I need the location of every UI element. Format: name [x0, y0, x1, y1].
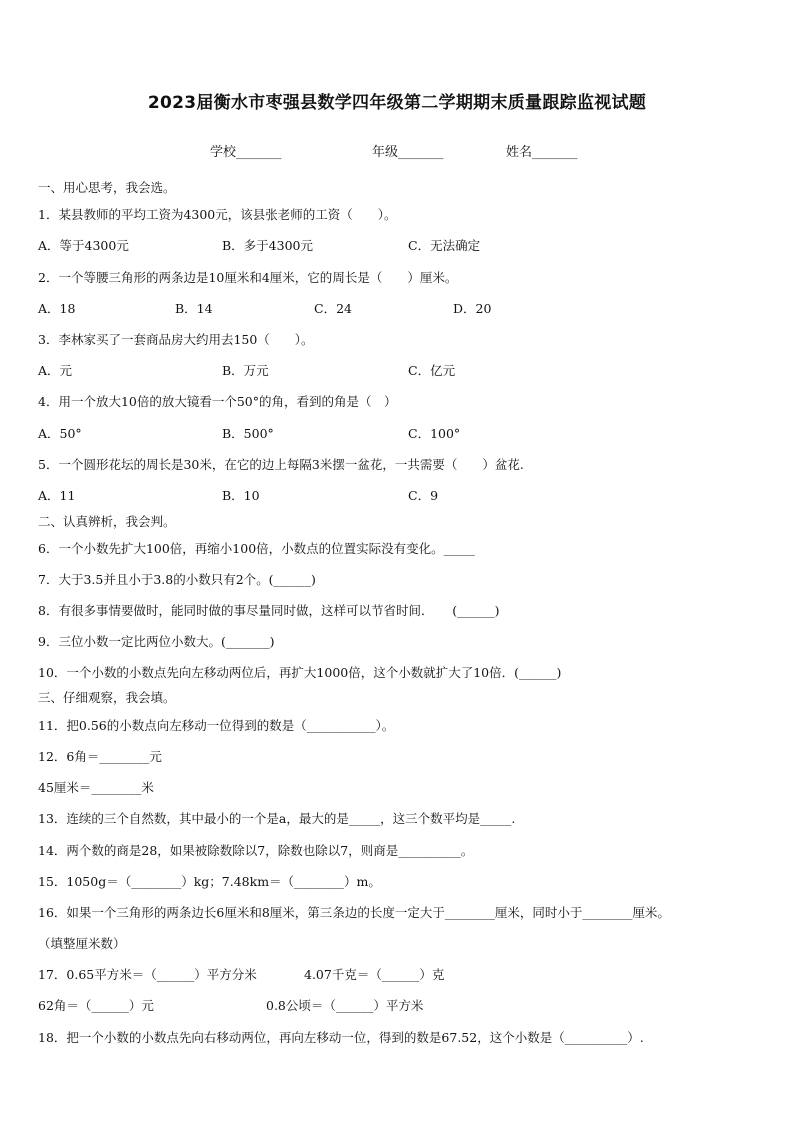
section-heading-3: 三、仔细观察，我会填。: [38, 690, 176, 705]
question-6: 6．一个小数先扩大100倍，再缩小100倍，小数点的位置实际没有变化。_____: [38, 541, 475, 556]
q1-option-a: A．等于4300元: [38, 238, 129, 253]
q2-option-b: B．14: [175, 301, 213, 316]
question-5: 5．一个圆形花坛的周长是30米，在它的边上每隔3米摆一盆花，一共需要（ ）盆花.: [38, 457, 524, 472]
q1-option-c: C．无法确定: [408, 238, 481, 253]
section-heading-2: 二、认真辨析，我会判。: [38, 514, 176, 529]
q2-option-c: C．24: [314, 301, 352, 316]
question-2: 2．一个等腰三角形的两条边是10厘米和4厘米，它的周长是（ ）厘米。: [38, 270, 458, 285]
q4-option-a: A．50°: [38, 426, 82, 441]
question-4: 4．用一个放大10倍的放大镜看一个50°的角，看到的角是（ ）: [38, 394, 397, 409]
question-12-part-2: 45厘米＝________米: [38, 780, 154, 795]
q2-option-a: A．18: [38, 301, 76, 316]
q1-option-b: B．多于4300元: [222, 238, 313, 253]
section-heading-1: 一、用心思考，我会选。: [38, 180, 176, 195]
question-3: 3．李林家买了一套商品房大约用去150（ ）。: [38, 332, 314, 347]
q5-option-c: C．9: [408, 488, 439, 503]
q5-option-a: A．11: [38, 488, 76, 503]
question-10: 10．一个小数的小数点先向左移动两位后，再扩大1000倍，这个小数就扩大了10倍．(______): [38, 665, 562, 680]
q4-option-c: C．100°: [408, 426, 461, 441]
question-17-part-3: 62角＝（______）元: [38, 998, 154, 1013]
question-8: 8．有很多事情要做时，能同时做的事尽量同时做，这样可以节省时间． (______): [38, 603, 500, 618]
q3-option-b: B．万元: [222, 363, 269, 378]
q4-option-b: B．500°: [222, 426, 274, 441]
question-7: 7．大于3.5并且小于3.8的小数只有2个。(______): [38, 572, 316, 587]
q2-option-d: D．20: [453, 301, 492, 316]
question-16-note: （填整厘米数）: [38, 936, 126, 951]
school-field: 学校_______: [210, 145, 282, 160]
question-11: 11．把0.56的小数点向左移动一位得到的数是（___________）。: [38, 718, 395, 733]
question-12-part-1: 12．6角＝________元: [38, 749, 162, 764]
question-17-part-2: 4.07千克＝（______）克: [304, 967, 445, 982]
question-9: 9．三位小数一定比两位小数大。(_______): [38, 634, 275, 649]
question-15: 15．1050g＝（________）kg；7.48km＝（________）m。: [38, 874, 381, 889]
q5-option-b: B．10: [222, 488, 260, 503]
page-title: 2023届衡水市枣强县数学四年级第二学期期末质量跟踪监视试题: [147, 93, 647, 113]
question-16: 16．如果一个三角形的两条边长6厘米和8厘米，第三条边的长度一定大于________厘米，同时小于________厘米。: [38, 905, 670, 920]
q3-option-c: C．亿元: [408, 363, 456, 378]
q3-option-a: A．元: [38, 363, 73, 378]
question-17-part-1: 17．0.65平方米＝（______）平方分米: [38, 967, 257, 982]
grade-field: 年级_______: [372, 145, 444, 160]
name-field: 姓名_______: [506, 145, 578, 160]
question-14: 14．两个数的商是28，如果被除数除以7，除数也除以7，则商是__________。: [38, 843, 474, 858]
question-17-part-4: 0.8公顷＝（______）平方米: [266, 998, 424, 1013]
question-18: 18．把一个小数的小数点先向右移动两位，再向左移动一位，得到的数是67.52，这个小数是（__________）.: [38, 1030, 644, 1045]
question-13: 13．连续的三个自然数，其中最小的一个是a，最大的是_____，这三个数平均是_____.: [38, 811, 516, 826]
question-1: 1．某县教师的平均工资为4300元，该县张老师的工资（ ）。: [38, 207, 397, 222]
